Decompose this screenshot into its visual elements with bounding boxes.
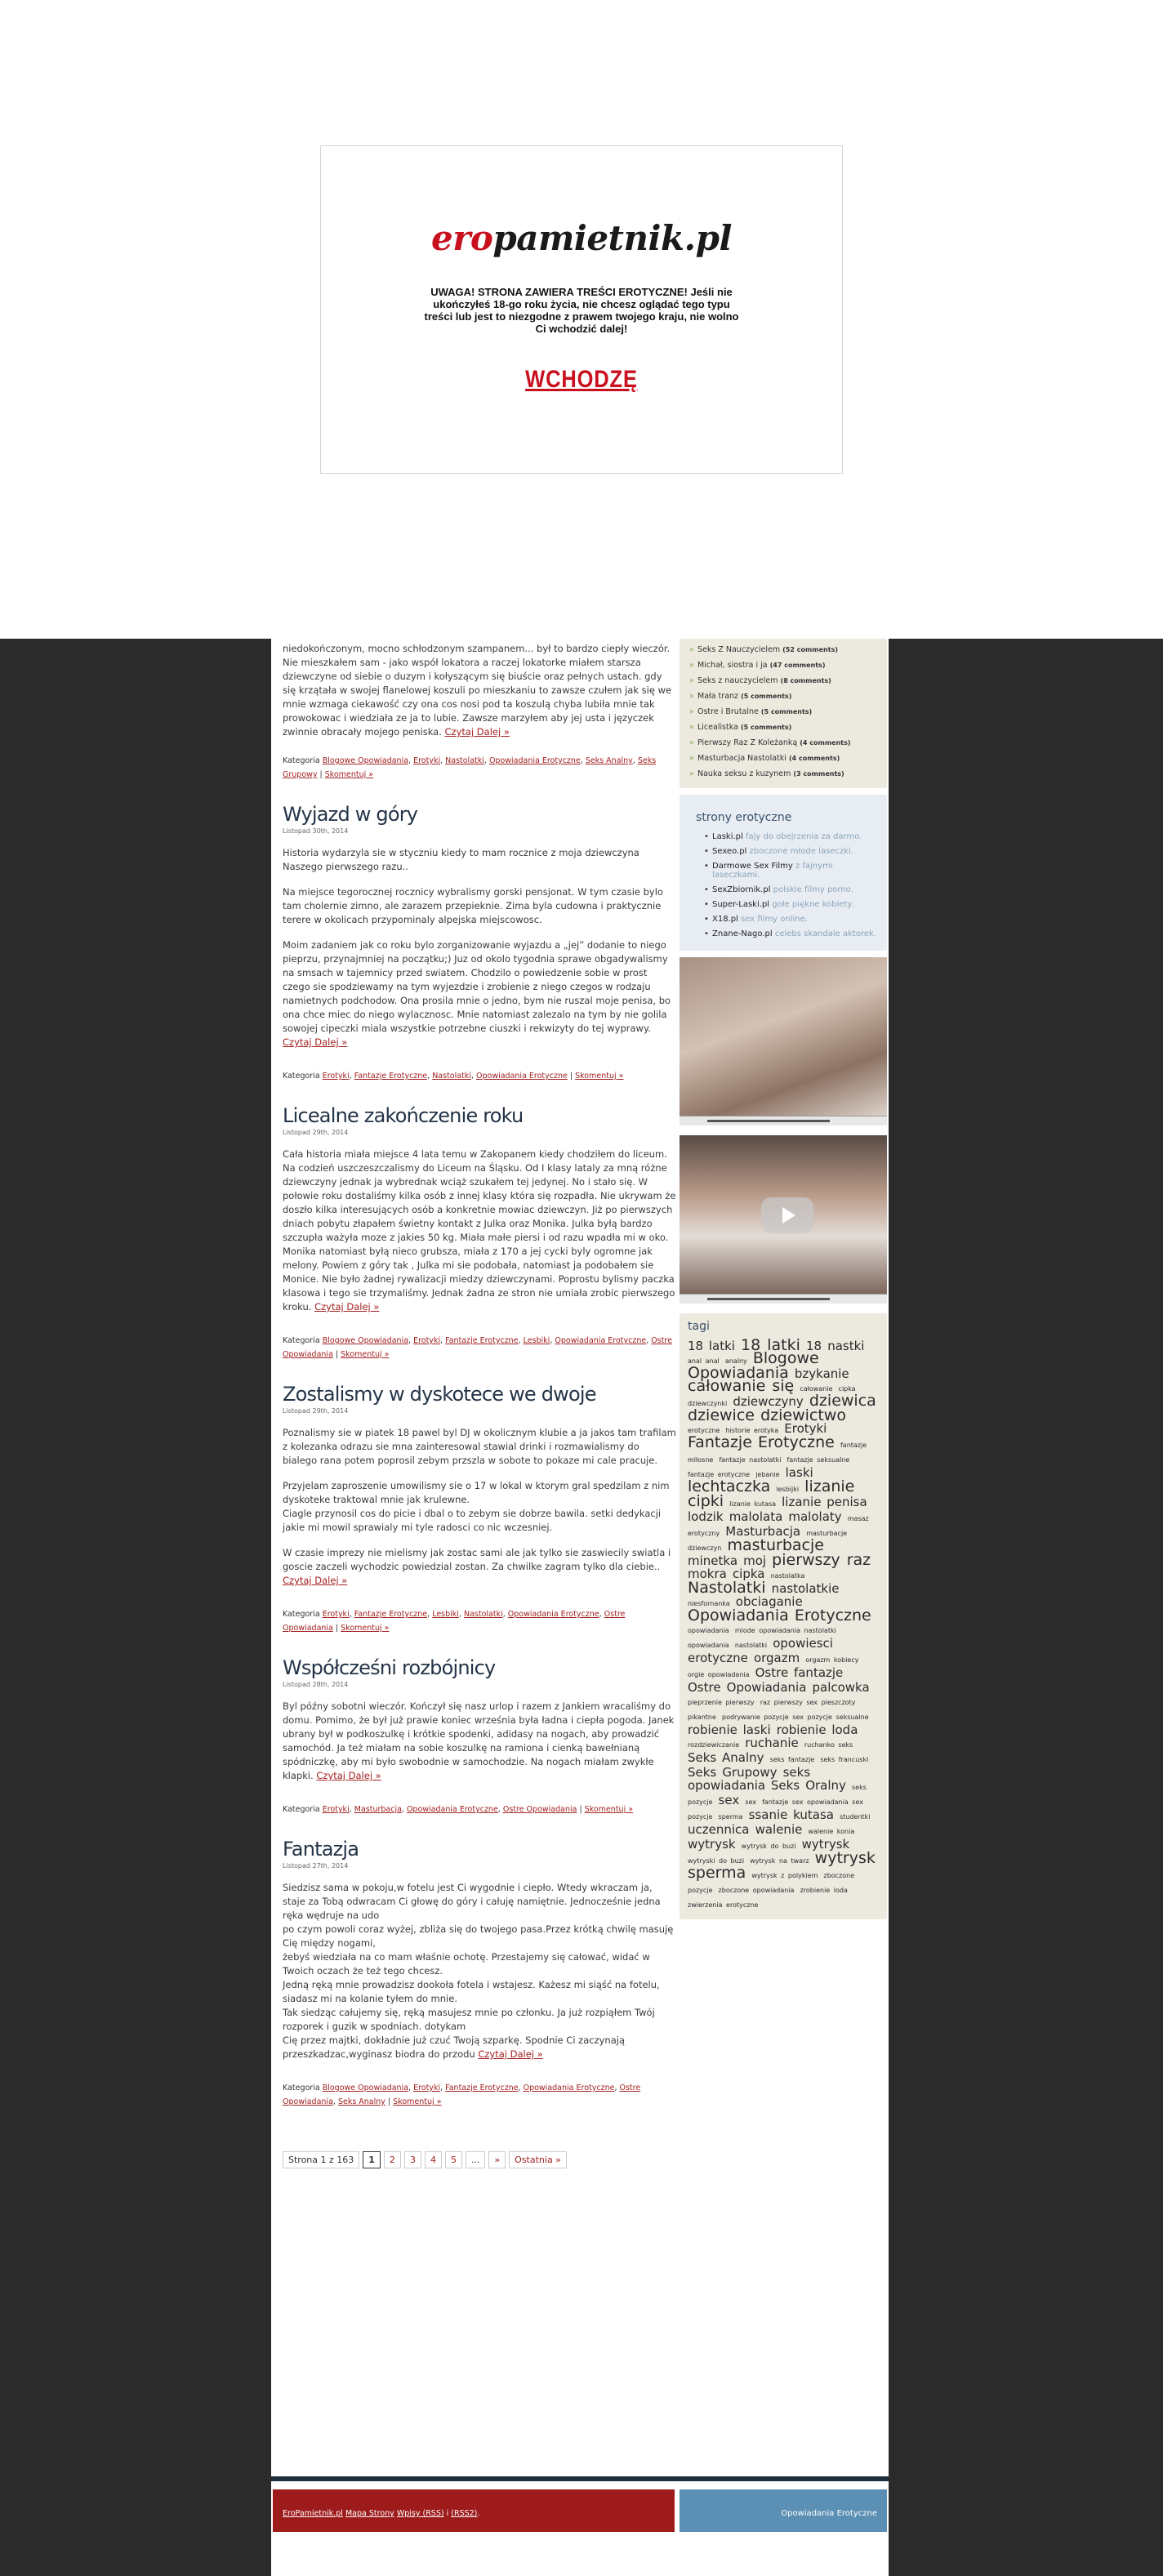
- recent-item[interactable]: » Seks z nauczycielem (8 comments): [688, 673, 879, 689]
- category-link[interactable]: Seks Grupowy: [283, 756, 657, 779]
- comment-count: (3 comments): [793, 770, 844, 778]
- tag-link[interactable]: orgazm: [753, 1651, 800, 1665]
- category-link[interactable]: Ostre Opowiadania: [502, 1805, 577, 1814]
- category-link[interactable]: Opowiadania Erotyczne: [555, 1336, 647, 1345]
- comment-link[interactable]: Skomentuj »: [393, 2097, 442, 2106]
- video-thumbnail-1[interactable]: [680, 957, 887, 1125]
- post-body: [283, 846, 676, 1050]
- tag-link[interactable]: wytrysk: [814, 1849, 876, 1867]
- recent-item[interactable]: » Michał, siostra i ja (47 comments): [688, 657, 879, 673]
- page-ellipsis: ...: [466, 2151, 486, 2168]
- tag-link[interactable]: walenie konia: [808, 1828, 855, 1835]
- tag-link[interactable]: historie erotyka: [725, 1427, 779, 1434]
- page-4: 4: [425, 2151, 442, 2168]
- footer-band: [271, 2476, 889, 2481]
- tag-link[interactable]: wytrysk z polykiem: [751, 1872, 818, 1879]
- footer-rss2-link[interactable]: (RSS2): [451, 2509, 478, 2518]
- tag-link[interactable]: seks pozycje: [688, 1784, 867, 1806]
- tag-link[interactable]: podrywanie pozycje sex pozycje seksualne: [722, 1714, 869, 1721]
- footer-tagline: Opowiadania Erotyczne: [680, 2489, 887, 2532]
- page-1: 1: [363, 2151, 381, 2168]
- partner-link[interactable]: • Sexeo.pl zboczone młode laseczki.: [702, 847, 879, 856]
- tag-link[interactable]: wytrysk: [688, 1837, 736, 1852]
- recent-item[interactable]: » Seks Z Nauczycielem (52 comments): [688, 642, 879, 657]
- tag-link[interactable]: sperma: [718, 1813, 743, 1821]
- sidebar: [680, 639, 887, 1919]
- category-link[interactable]: Fantazje Erotyczne: [445, 2084, 519, 2092]
- tag-link[interactable]: fantazje seksualne: [786, 1456, 850, 1464]
- tag-link[interactable]: palcowka: [812, 1680, 870, 1695]
- tag-link[interactable]: 18: [806, 1339, 822, 1353]
- tag-link[interactable]: jebanie: [755, 1471, 780, 1478]
- post-paragraph: Byl późny sobotni wieczór. Kończył się nasz urlop i razem z Jankiem wracaliśmy do domu. Pomimo, że był już prawie koniec września była ładna i ciepła pogoda. Janek ubrany był w podkoszulkę i krótkie spodenki, adidasy na nogach, aby prowadzić samochód. Ja też miałam na sobie koszulkę na ramiona i cienką bawełnianą spódniczkę, aby mi było swobodnie w samochodzie. Na nogach miałam zwykłe klapki. Czytaj Dalej »: [283, 1700, 675, 1781]
- tag-link[interactable]: wytrysk na twarz: [750, 1857, 809, 1865]
- tag-link[interactable]: Blogowe: [752, 1349, 819, 1367]
- tag-link[interactable]: lizanie cipki: [688, 1477, 855, 1510]
- tag-link[interactable]: seks: [782, 1765, 811, 1780]
- post: [283, 803, 676, 1083]
- page-5: 5: [445, 2151, 462, 2168]
- category-link[interactable]: Opowiadania Erotyczne: [476, 1072, 568, 1081]
- recent-item[interactable]: » Pierwszy Raz Z Koleżanką (4 comments): [688, 735, 879, 751]
- category-link[interactable]: Ostre Opowiadania: [283, 1610, 626, 1633]
- tag-link[interactable]: fantazje nastolatki: [719, 1456, 782, 1464]
- links-box: [680, 795, 887, 951]
- post-date: Listopad 29th, 2014: [283, 1129, 349, 1136]
- post-paragraph: Poznalismy sie w piatek 18 pawel byl DJ w okolicznym klubie a ja jakos tam trafilam z kolezanka odrazu sie mna zainteresowal stawial drinki i rozmawialismy do bialego rana potem poprosil zebym przszla w sobote to pokaze mi cale pracuje.: [283, 1427, 676, 1466]
- category-link[interactable]: Blogowe Opowiadania: [322, 2084, 409, 2092]
- age-gate-dialog: [320, 145, 843, 474]
- tag-link[interactable]: cipka: [732, 1567, 765, 1581]
- partner-link[interactable]: • Laski.pl fajy do obejrzenia za darmo.: [702, 832, 879, 841]
- tag-link[interactable]: masturbacje: [727, 1536, 824, 1554]
- tag-link[interactable]: orgie opowiadania: [688, 1671, 750, 1678]
- tag-link[interactable]: erotyczne: [688, 1651, 748, 1665]
- category-link[interactable]: Nastolatki: [445, 756, 484, 765]
- tag-link[interactable]: zboczone opowiadania: [718, 1887, 795, 1894]
- tag-link[interactable]: minetka: [688, 1553, 738, 1568]
- post-body: [283, 1700, 676, 1783]
- footer-map-link[interactable]: Mapa Strony: [345, 2509, 394, 2518]
- tag-link[interactable]: malolata: [729, 1509, 783, 1524]
- category-link[interactable]: Opowiadania Erotyczne: [507, 1610, 599, 1619]
- recent-item[interactable]: » Licealistka (5 comments): [688, 720, 879, 735]
- comment-link[interactable]: Skomentuj »: [324, 770, 374, 779]
- category-link[interactable]: Erotyki: [413, 756, 441, 765]
- tag-link[interactable]: pierwszy raz: [772, 1551, 871, 1569]
- tag-link[interactable]: 18 latki: [688, 1339, 735, 1353]
- category-link[interactable]: Opowiadania Erotyczne: [488, 756, 581, 765]
- footer: [271, 2476, 889, 2576]
- tag-link[interactable]: zrobienie loda zwierzenia erotyczne: [688, 1887, 848, 1909]
- tag-cloud: [688, 1336, 879, 1911]
- comment-link[interactable]: Skomentuj »: [584, 1805, 634, 1814]
- tag-link[interactable]: nastolatka: [770, 1572, 805, 1580]
- links-title: strony erotyczne: [696, 811, 792, 824]
- category-line: Kategoria Blogowe Opowiadania, Erotyki, Fantazje Erotyczne, Lesbiki, Opowiadania Erotyczne, Ostre Opowiadania | Skomentuj »: [283, 1336, 672, 1359]
- enter-button[interactable]: WCHODZĘ: [525, 366, 638, 393]
- tag-link[interactable]: Masturbacja: [725, 1524, 801, 1539]
- footer-links: EroPamietnik.pl Mapa Strony Wpisy (RSS) i (RSS2).: [273, 2489, 675, 2532]
- tags-title: tagi: [688, 1320, 710, 1333]
- tag-link[interactable]: opowiadania Seks: [688, 1778, 800, 1793]
- post-paragraph: Cała historia miała miejsce 4 lata temu w Zakopanem kiedy chodziłem do liceum. Na codzień uszczeszczalismy do Liceum na Śląsku. Od I klasy lataly za mną różne dziewczyny jednak ja wybrednak wciąż szukałem tej jedynej. No i stało się. W połowie roku dostaliśmy kilka osób z innej klasy która się rozpadła. Nie ukrywam że doszło kilka interesujących osób a konkretnie mowiac dziewczyn. Jiż po pierwszych dniach pobytu złapałem świetny kontakt z Julka oraz Monika. Julka byłą bardzo szczupła ważyła moze z jakies 50 kg. Miała małe piersi i od razu wpadła mi w oko. Monika natomiast byłą nieco grubsza, miała z 170 a jej cycki byly ogromne jak melony. Powiem z góry tak , Julka mi sie podobała, natomiast ja podobałem sie Monice. Nie było żadnej rywalizacji miedzy dziewczynami. Poprostu bylismy paczka klasowa i tego sie trzymaliśmy. Jednak żadna ze stron nie umiała zrobic pierwszego kroku. Czytaj Dalej »: [283, 1148, 676, 1313]
- post-paragraph: Moim zadaniem jak co roku bylo zorganizowanie wyjazdu a „jej” dodanie to niego pieprzu, przynajmniej na początku;) Juz od okolo tygodnia sprawe obgadywalismy na smsach w tajemnicy przed swiatem. Chodzilo o powiedzenie sobie w prost czego sie spodziewamy na tym wyjezdzie i zrobienie z niego czegos w rodzaju namietnych podchodow. Ona prosila mnie o jedno, bym nie ruszal moje penisa, bo ona chce miec do niego wylacznosc. Mnie natomiast zalezalo na tym by nie golila sowojej cipeczki miala wszystkie potrzebne ciuszki i rekwizyty do tej wyprawy. Czytaj Dalej »: [283, 939, 671, 1048]
- post-paragraph: Historia wydarzyla sie w styczniu kiedy to mam rocznice z moja dziewczyna Naszego pierwszego razu..: [283, 847, 639, 872]
- tag-link[interactable]: anal anal: [688, 1357, 720, 1365]
- tag-link[interactable]: całowanie: [800, 1385, 833, 1393]
- tag-link[interactable]: wytrysk: [801, 1837, 850, 1852]
- read-more-link[interactable]: Czytaj Dalej »: [316, 1770, 381, 1781]
- partner-link[interactable]: • Super-Laski.pl gołe piękne kobiety.: [702, 900, 879, 909]
- category-link[interactable]: Masturbacja: [354, 1805, 402, 1814]
- tag-link[interactable]: sperma: [688, 1864, 746, 1882]
- tag-link[interactable]: dziewczyny: [733, 1394, 804, 1409]
- tag-link[interactable]: seks francuski: [820, 1756, 869, 1763]
- tag-link[interactable]: bzykanie: [794, 1366, 849, 1381]
- tag-link[interactable]: laski: [785, 1465, 813, 1480]
- tag-link[interactable]: niesfornanka: [688, 1600, 730, 1607]
- tag-link[interactable]: moj: [743, 1553, 767, 1568]
- tag-link[interactable]: opowiesci: [773, 1636, 833, 1651]
- post: [283, 1104, 676, 1362]
- video-controls[interactable]: [680, 1294, 887, 1304]
- tag-link[interactable]: Nastolatki: [688, 1579, 766, 1597]
- tag-link[interactable]: orgazm kobiecy: [805, 1656, 859, 1664]
- tag-link[interactable]: Seks Analny: [688, 1750, 764, 1765]
- tag-link[interactable]: cipka dziewczynki: [688, 1385, 856, 1407]
- next-page: »: [488, 2151, 506, 2168]
- post-title[interactable]: Wyjazd w góry: [283, 803, 418, 826]
- tag-link[interactable]: Oralny: [805, 1778, 846, 1793]
- tag-link[interactable]: Ostre fantazje: [755, 1665, 844, 1680]
- tag-link[interactable]: Opowiadania: [688, 1607, 789, 1624]
- category-link[interactable]: Erotyki: [322, 1805, 350, 1814]
- last-page: Ostatnia »: [509, 2151, 567, 2168]
- partner-link[interactable]: • Znane-Nago.pl celebs skandale aktorek.: [702, 929, 879, 938]
- comment-count: (4 comments): [788, 755, 840, 762]
- tag-link[interactable]: robienie laski: [688, 1723, 771, 1737]
- read-more-link[interactable]: Czytaj Dalej »: [444, 726, 510, 738]
- post-title[interactable]: Fantazja: [283, 1838, 359, 1861]
- comment-count: (5 comments): [760, 708, 813, 715]
- page: [271, 639, 889, 2576]
- comment-link[interactable]: Skomentuj »: [575, 1072, 624, 1081]
- category-line: Kategoria Erotyki, Fantazje Erotyczne, Nastolatki, Opowiadania Erotyczne | Skomentuj »: [283, 1072, 624, 1081]
- tag-link[interactable]: ssanie kutasa: [748, 1807, 834, 1822]
- play-icon[interactable]: [761, 1197, 813, 1233]
- tag-link[interactable]: masturbacje dziewczyn: [688, 1530, 848, 1552]
- category-link[interactable]: Opowiadania Erotyczne: [523, 2084, 615, 2092]
- tag-link[interactable]: analny: [724, 1357, 747, 1365]
- post-title[interactable]: Licealne zakończenie roku: [283, 1104, 524, 1127]
- tag-link[interactable]: ruchanie: [745, 1736, 799, 1750]
- tag-link[interactable]: Ostre: [688, 1680, 721, 1695]
- tag-link[interactable]: erotyczne: [688, 1427, 720, 1434]
- tag-link[interactable]: całowanie się: [688, 1377, 795, 1395]
- tag-link[interactable]: wytryski do buzi: [688, 1857, 745, 1865]
- tag-link[interactable]: seks fantazje: [769, 1756, 815, 1763]
- pagination: [283, 2151, 676, 2168]
- tag-link[interactable]: robienie loda: [776, 1723, 858, 1737]
- recent-comments-box: [680, 639, 887, 788]
- comment-count: (8 comments): [780, 677, 831, 684]
- tag-link[interactable]: obciaganie: [735, 1594, 803, 1609]
- age-warning: UWAGA! STRONA ZAWIERA TREŚCI EROTYCZNE! Jeśli nie ukończyłeś 18-go roku życia, nie chcesz oglądać tego typu treści lub jest to niezgodne z prawem twojego kraju, nie wolno Ci wchodzić dalej!: [424, 286, 739, 335]
- category-line: Kategoria Blogowe Opowiadania, Erotyki, Fantazje Erotyczne, Opowiadania Erotyczne, Ostre Opowiadania, Seks Analny | Skomentuj »: [283, 2084, 641, 2106]
- recent-item[interactable]: » Ostre i Brutalne (5 comments): [688, 704, 879, 720]
- comment-count: (52 comments): [782, 646, 838, 653]
- tag-link[interactable]: nastki: [827, 1339, 865, 1353]
- tag-link[interactable]: pieprzenie pierwszy: [688, 1699, 755, 1706]
- footer-rss-link[interactable]: Wpisy (RSS): [396, 2509, 444, 2518]
- article-fragment: [283, 639, 676, 739]
- category-link[interactable]: Fantazje Erotyczne: [354, 1610, 428, 1619]
- comment-link[interactable]: Skomentuj »: [341, 1350, 390, 1359]
- page-info: Strona 1 z 163: [283, 2151, 359, 2168]
- tag-link[interactable]: Opowiadania: [688, 1364, 789, 1382]
- category-link[interactable]: Nastolatki: [432, 1072, 471, 1081]
- post-date: Listopad 28th, 2014: [283, 1681, 349, 1688]
- tag-link[interactable]: lechtaczka: [688, 1477, 771, 1495]
- tag-link[interactable]: Erotyczne: [758, 1433, 835, 1451]
- partner-link[interactable]: • SexZbiornik.pl polskie filmy porno.: [702, 885, 879, 894]
- category-link[interactable]: Opowiadania Erotyczne: [406, 1805, 498, 1814]
- tag-link[interactable]: Grupowy: [722, 1765, 778, 1780]
- post-paragraph: Przyjelam zaproszenie umowilismy sie o 17 w lokal w ktorym gral spedzilam z nim dyskoteke traktowal mnie jak krulewne. Ciagle przynosil cos do picie i dbal o to zebym sie dobrze bawila. setki dedykacji jakie mi mowil sprawialy mi tyle radosci co nic wczesniej.: [283, 1480, 670, 1533]
- tag-link[interactable]: malolaty: [788, 1509, 842, 1524]
- category-link[interactable]: Blogowe Opowiadania: [322, 1336, 409, 1345]
- tag-link[interactable]: 18 latki: [741, 1336, 800, 1354]
- post-body: [283, 1881, 676, 2061]
- tag-link[interactable]: nastolatki: [734, 1642, 768, 1649]
- post-paragraph: Na miejsce tegorocznej rocznicy wybralismy gorski pensjonat. W tym czasie bylo tam cholernie zimno, ale zarazem przepieknie. Zima byla cudowna i praktycznie terere w okolicach przypominaly alpejska miejscowosc.: [283, 886, 663, 925]
- tag-link[interactable]: lesbijki: [776, 1486, 800, 1493]
- category-link[interactable]: Lesbiki: [432, 1610, 459, 1619]
- tag-link[interactable]: masaz erotyczny: [688, 1515, 869, 1537]
- tag-link[interactable]: mlode opowiadania nastolatki opowiadania: [688, 1627, 836, 1649]
- post-title[interactable]: Współcześni rozbójnicy: [283, 1656, 496, 1679]
- tag-link[interactable]: dziewictwo: [760, 1406, 846, 1424]
- post: [283, 1656, 676, 1816]
- tag-link[interactable]: dziewica: [809, 1392, 876, 1410]
- site-logo: eropamietnik.pl: [430, 218, 732, 258]
- tag-link[interactable]: mokra: [688, 1567, 727, 1581]
- tag-link[interactable]: raz pierwszy sex pieszczoty pikantne: [688, 1699, 856, 1721]
- page-3: 3: [404, 2151, 421, 2168]
- post: [283, 1383, 676, 1635]
- post-paragraph: Siedzisz sama w pokoju,w fotelu jest Ci wygodnie i ciepło. Wtedy wkraczam ja, staje za Tobą odwracam Ci głowę do góry i całuję namiętnie. Jednocześnie jedna ręka wędruje na udo po czym powoli coraz wyżej, zbliża się do twojego pasa.Przez krótką chwilę masuję Cię między nogami, żebyś wiedziała na co mam właśnie ochotę. Przestajemy się całować, widać w Twoich oczach że też tego chcesz. Jedną ręką mnie prowadzisz dookoła fotela i wstajesz. Każesz mi siąść na fotelu, siadasz mi na kolanie tyłem do mnie. Tak siedząc całujemy się, ręką masujesz mnie po członku. Ja już rozpiąłem Twój rozporek i guzik w spodniach. dotykam Cię przez majtki, dokładnie już czuć Twoją szparkę. Spodnie Ci zaczynają przeszkadzac,wyginasz biodra do przodu Czytaj Dalej »: [283, 1882, 674, 2060]
- comment-count: (5 comments): [740, 724, 792, 731]
- read-more-link[interactable]: Czytaj Dalej »: [283, 1036, 348, 1048]
- category-link[interactable]: Nastolatki: [463, 1610, 503, 1619]
- tag-link[interactable]: sex: [745, 1798, 756, 1806]
- category-link[interactable]: Erotyki: [322, 1072, 350, 1081]
- tag-link[interactable]: rozdziewiczanie: [688, 1741, 740, 1749]
- comment-count: (4 comments): [800, 739, 851, 747]
- tag-link[interactable]: Seks: [688, 1765, 717, 1780]
- tag-link[interactable]: zboczone pozycje: [688, 1872, 855, 1894]
- read-more-link[interactable]: Czytaj Dalej »: [283, 1575, 348, 1586]
- tag-link[interactable]: opowiadania: [688, 1627, 729, 1634]
- tag-link[interactable]: lizanie kutasa: [729, 1500, 777, 1508]
- tag-link[interactable]: lizanie penisa: [782, 1495, 867, 1509]
- tag-link[interactable]: Erotyczne: [794, 1607, 871, 1624]
- post-paragraph: W czasie imprezy nie mielismy jak zostac sami ale jak tylko sie zaswiecily swiatla i goscie zaczeli wychodzic powiedzial zostan. Za chwilke zagram tylko dla ciebie.. Czytaj Dalej »: [283, 1547, 671, 1586]
- tag-cloud-box: [680, 1313, 887, 1919]
- post-title[interactable]: Zostalismy w dyskotece we dwoje: [283, 1383, 596, 1406]
- post-date: Listopad 29th, 2014: [283, 1407, 349, 1415]
- comment-count: (5 comments): [741, 693, 792, 700]
- category-link[interactable]: Lesbiki: [523, 1336, 550, 1345]
- category-link[interactable]: Seks Analny: [585, 756, 633, 765]
- category-link[interactable]: Ostre Opowiadania: [283, 1336, 672, 1359]
- main-content: [283, 639, 676, 2168]
- tag-link[interactable]: uczennica: [688, 1822, 750, 1837]
- page-2: 2: [384, 2151, 401, 2168]
- recent-item[interactable]: » Masturbacja Nastolatki (4 comments): [688, 751, 879, 766]
- comment-count: (47 comments): [769, 662, 826, 669]
- recent-item[interactable]: » Mała tranz (5 comments): [688, 689, 879, 704]
- category-link[interactable]: Fantazje Erotyczne: [354, 1072, 428, 1081]
- category-link[interactable]: Fantazje Erotyczne: [445, 1336, 519, 1345]
- post-date: Listopad 30th, 2014: [283, 827, 349, 835]
- post: [283, 1838, 676, 2109]
- tag-link[interactable]: nastolatkie: [771, 1581, 840, 1596]
- read-more-link[interactable]: Czytaj Dalej »: [314, 1301, 380, 1313]
- video-thumbnail-2[interactable]: [680, 1135, 887, 1304]
- tag-link[interactable]: Fantazje: [688, 1433, 752, 1451]
- tag-link[interactable]: walenie: [755, 1822, 803, 1837]
- category-link[interactable]: Erotyki: [413, 1336, 441, 1345]
- tag-link[interactable]: fantazje miłosne: [688, 1442, 867, 1464]
- tag-link[interactable]: ruchanko seks: [804, 1741, 853, 1749]
- read-more-link[interactable]: Czytaj Dalej »: [478, 2048, 543, 2060]
- category-link[interactable]: Seks Analny: [337, 2097, 385, 2106]
- post-body: [283, 1148, 676, 1314]
- video-controls[interactable]: [680, 1116, 887, 1125]
- tag-link[interactable]: lodzik: [688, 1509, 724, 1524]
- tag-link[interactable]: wytrysk do buzi: [741, 1843, 796, 1850]
- post-body: [283, 1426, 676, 1588]
- category-link[interactable]: Erotyki: [322, 1610, 350, 1619]
- tag-link[interactable]: sex: [718, 1793, 740, 1807]
- tag-link[interactable]: Opowiadania: [726, 1680, 807, 1695]
- tag-link[interactable]: studentki: [840, 1813, 871, 1821]
- partner-link[interactable]: • X18.pl sex filmy online.: [702, 915, 879, 924]
- recent-item[interactable]: » Nauka seksu z kuzynem (3 comments): [688, 766, 879, 782]
- category-line: Kategoria Erotyki, Fantazje Erotyczne, Lesbiki, Nastolatki, Opowiadania Erotyczne, Ostre Opowiadania | Skomentuj »: [283, 1610, 626, 1633]
- category-link[interactable]: Blogowe Opowiadania: [322, 756, 409, 765]
- tag-link[interactable]: fantazje sex opowiadania sex pozycje: [688, 1798, 863, 1821]
- partner-link[interactable]: • Darmowe Sex Filmy z fajnymi laseczkami.: [702, 862, 879, 880]
- category-link[interactable]: Erotyki: [413, 2084, 441, 2092]
- footer-site-link[interactable]: EroPamietnik.pl: [283, 2509, 343, 2518]
- fragment-text: niedokończonym, mocno schłodzonym szampanem... był to bardzo ciepły wieczór. Nie mieszkałem sam - jako współ lokatora a raczej lokatorke miałem starsza dziewczyne od siebie o duzym i kołyszącym się biuście oraz pełnych ustach. gdy się krzątała w swojej flanelowej koszuli po mieszkaniu to zawsze czułem jak się we mnie wzmaga ciekawość czy ona cos nosi pod ta koszulą chyba lubiła mnie tak prowokowac i wiedziała ze ja to lubie. Zawsze marzyłem aby jej usta i języczek zwinnie obracały mojego peniska.: [283, 643, 672, 738]
- tag-link[interactable]: dziewice: [688, 1406, 755, 1424]
- category-line: Kategoria Erotyki, Masturbacja, Opowiadania Erotyczne, Ostre Opowiadania | Skomentuj »: [283, 1805, 634, 1814]
- comment-link[interactable]: Skomentuj »: [341, 1624, 390, 1633]
- category-link[interactable]: Ostre Opowiadania: [283, 2084, 641, 2106]
- category-line: Kategoria Blogowe Opowiadania, Erotyki, Nastolatki, Opowiadania Erotyczne, Seks Analny, Seks Grupowy | Skomentuj »: [283, 756, 657, 779]
- age-gate-overlay: [0, 0, 1163, 639]
- post-date: Listopad 27th, 2014: [283, 1862, 349, 1870]
- tag-link[interactable]: fantazje erotyczne: [688, 1471, 751, 1478]
- tag-link[interactable]: Erotyki: [784, 1421, 827, 1436]
